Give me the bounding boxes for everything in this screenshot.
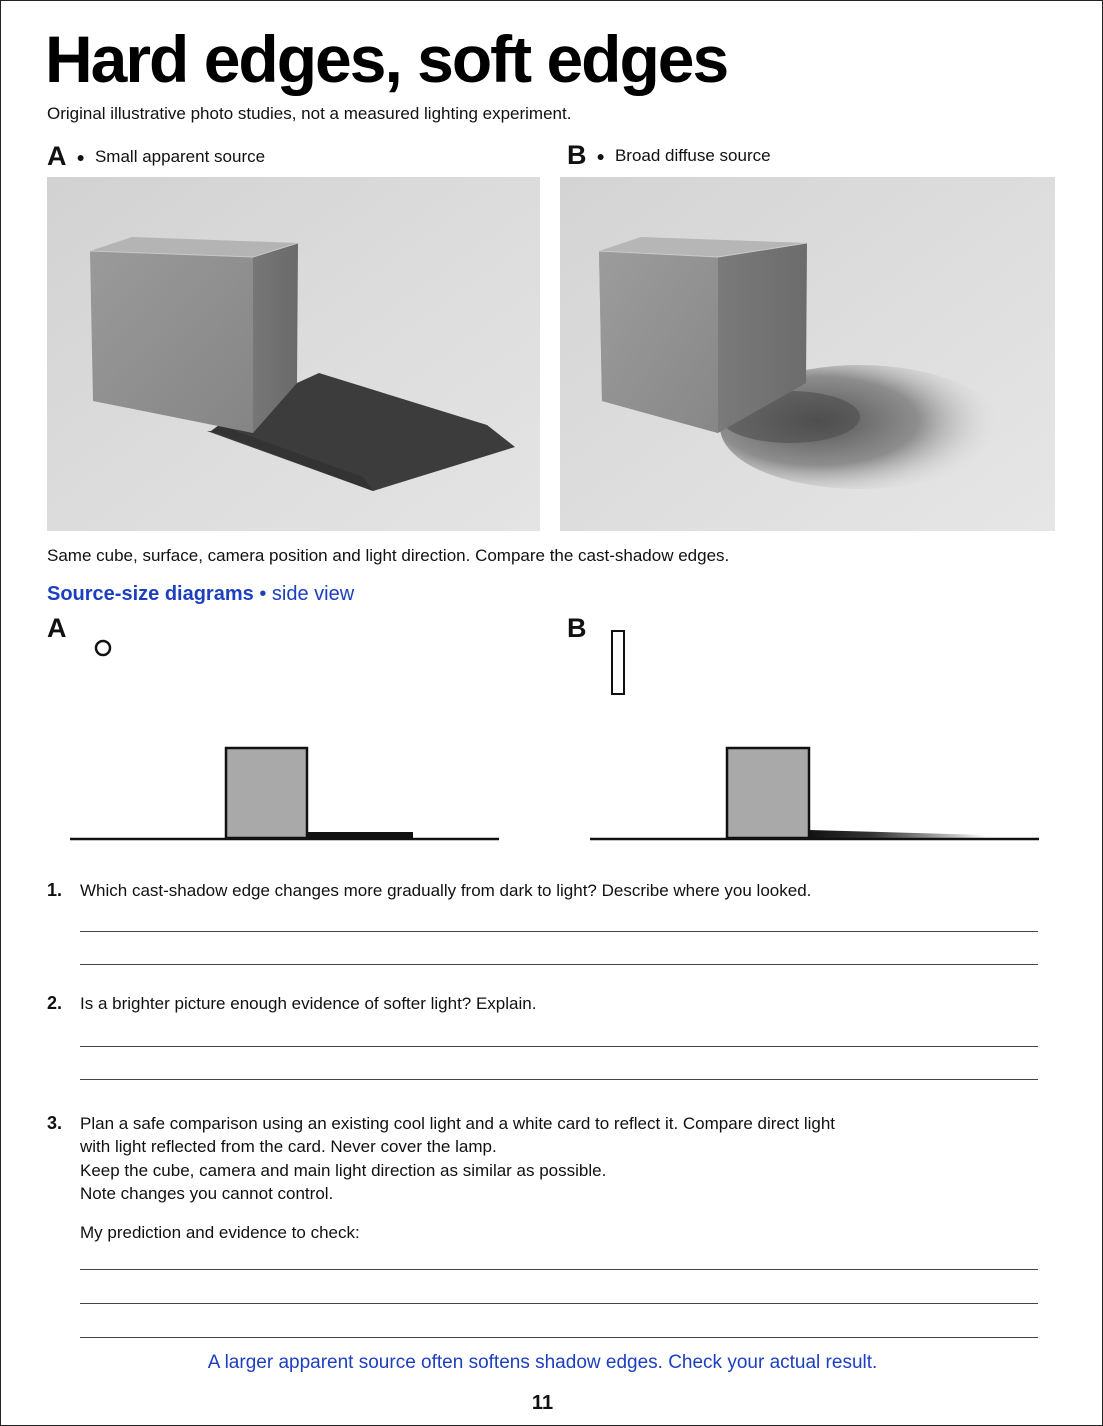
question-text: Is a brighter picture enough evidence of softer light? Explain.	[80, 994, 537, 1013]
answer-line[interactable]	[80, 931, 1038, 932]
question-number: 3.	[47, 1113, 63, 1133]
diagram-b-letter: B	[567, 613, 587, 643]
diagram-a-letter: A	[47, 613, 67, 643]
panel-a-label: Small apparent source	[94, 146, 266, 166]
question-number: 1.	[47, 880, 63, 900]
photo-caption: Same cube, surface, camera position and light direction. Compare the cast-shadow edges.	[47, 546, 730, 565]
panel-a-header	[47, 141, 265, 172]
question-text: Which cast-shadow edge changes more gradually from dark to light? Describe where you looked.	[80, 881, 812, 900]
answer-line[interactable]	[80, 1079, 1038, 1080]
diagrams-heading	[47, 583, 354, 606]
broad-source-icon	[612, 631, 624, 694]
diagrams-subtitle: side view	[271, 583, 355, 605]
question-text-line: Note changes you cannot control.	[80, 1184, 334, 1203]
bullet-icon: ●	[596, 147, 605, 164]
photo-soft-shadow	[560, 177, 1055, 531]
question-text-line: Plan a safe comparison using an existing cool light and a white card to reflect it. Compare direct light	[80, 1114, 836, 1133]
question-1	[47, 879, 1047, 903]
page-title: Hard edges, soft edges	[45, 22, 728, 96]
question-3	[47, 1112, 1047, 1212]
diagrams-title: Source-size diagrams	[47, 583, 254, 605]
panel-b-header	[567, 140, 771, 171]
cube-side-view	[727, 748, 809, 838]
footer-note: A larger apparent source often softens shadow edges. Check your actual result.	[207, 1352, 878, 1373]
question-2	[47, 992, 1047, 1016]
answer-line[interactable]	[80, 964, 1038, 965]
bullet-icon: ●	[76, 148, 85, 165]
question-3-prompt	[47, 1221, 1047, 1245]
diagram-small-source	[61, 631, 511, 846]
diagram-broad-source	[586, 626, 1046, 846]
answer-line[interactable]	[80, 1337, 1038, 1338]
small-source-icon	[96, 641, 110, 655]
cube-side-view	[226, 748, 307, 838]
hard-shadow-band	[307, 832, 413, 838]
soft-shadow-band	[809, 830, 986, 838]
bullet-icon: •	[259, 583, 272, 605]
question-number: 2.	[47, 993, 63, 1013]
page-number: 11	[531, 1392, 554, 1414]
question-text-line: Keep the cube, camera and main light direction as similar as possible.	[80, 1161, 607, 1180]
panel-b-letter: B	[567, 140, 587, 170]
photo-hard-shadow	[47, 177, 540, 531]
panel-a-letter: A	[47, 141, 67, 171]
answer-line[interactable]	[80, 1303, 1038, 1304]
answer-line[interactable]	[80, 1269, 1038, 1270]
panel-b-label: Broad diffuse source	[614, 145, 771, 165]
page-subtitle: Original illustrative photo studies, not a measured lighting experiment.	[47, 104, 572, 123]
question-text-line: with light reflected from the card. Never cover the lamp.	[80, 1137, 497, 1156]
prompt-text: My prediction and evidence to check:	[80, 1223, 360, 1242]
answer-line[interactable]	[80, 1046, 1038, 1047]
